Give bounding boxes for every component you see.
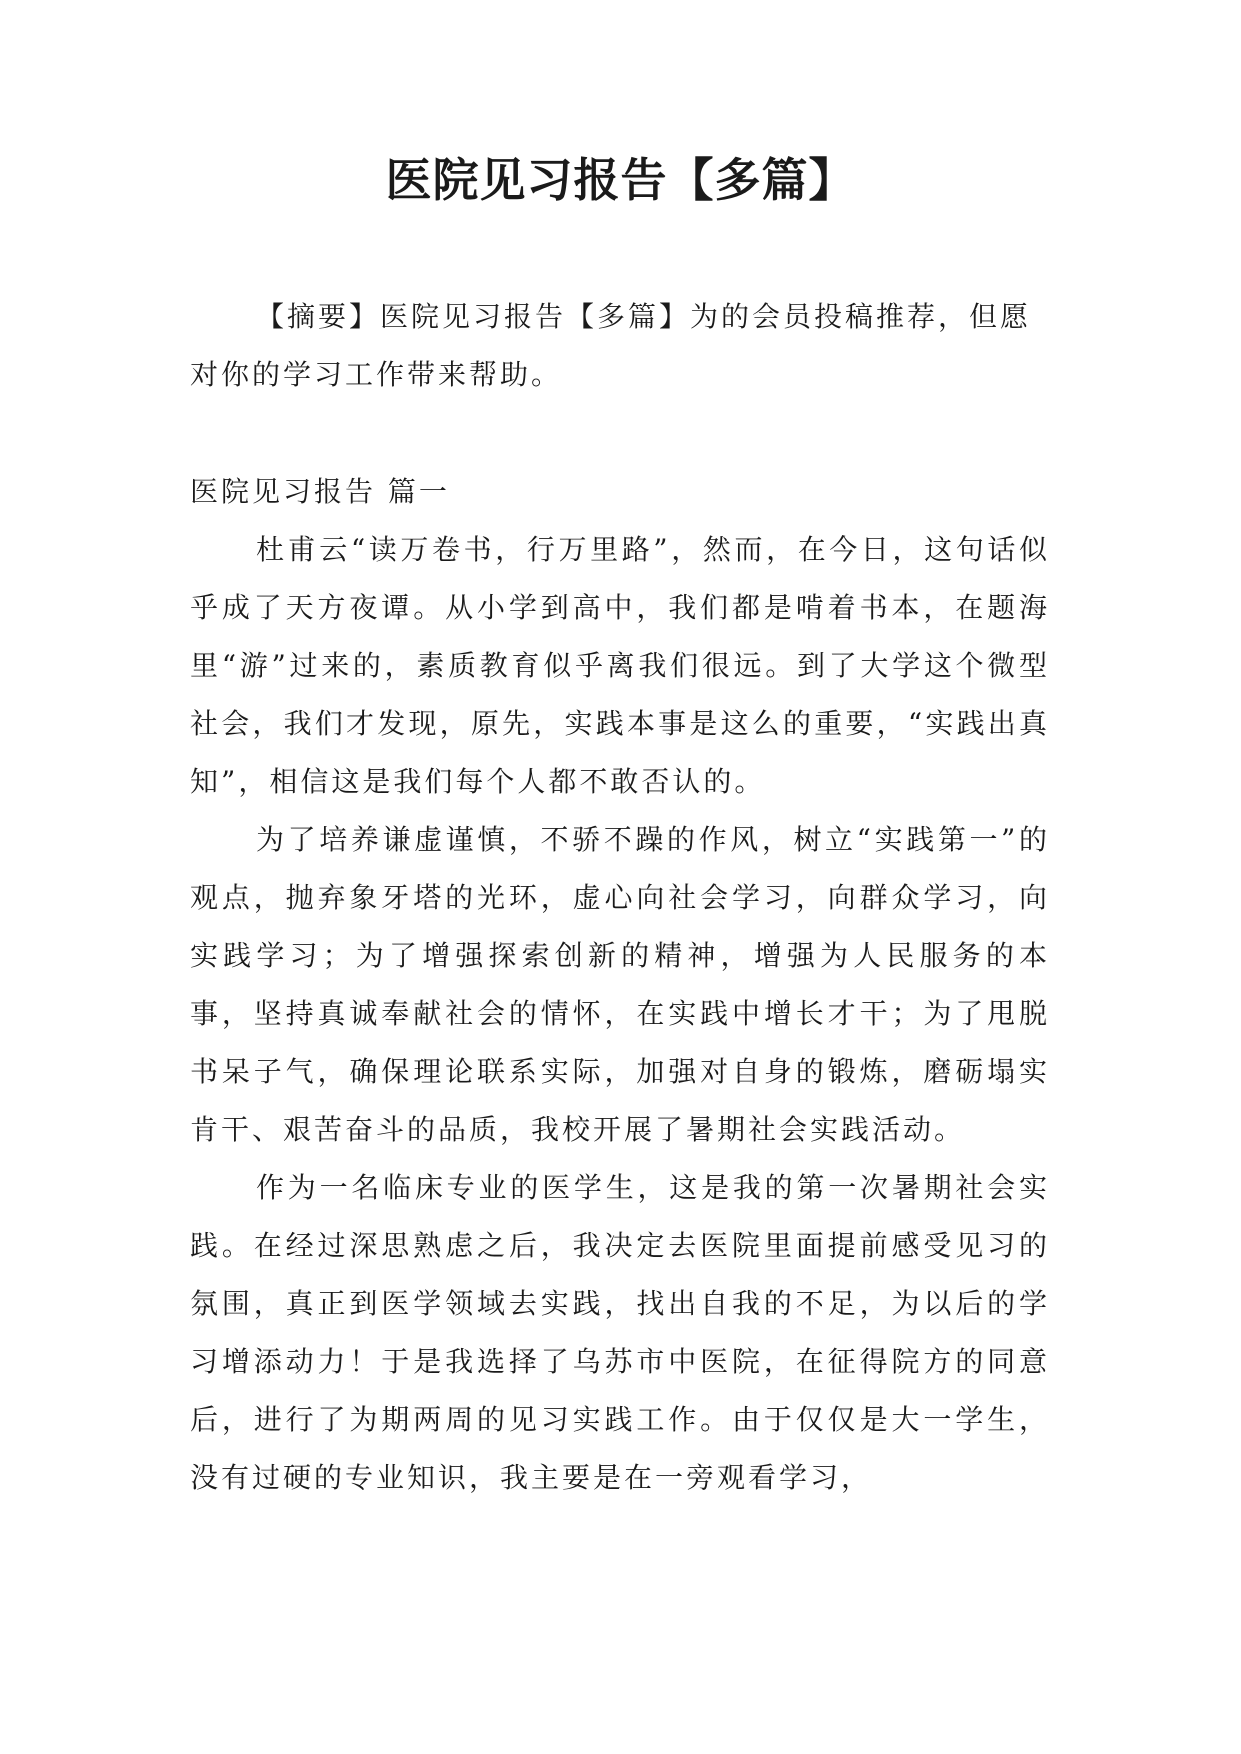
body-paragraphs (190, 521, 1050, 1507)
paragraph: 杜甫云“读万卷书，行万里路”，然而，在今日，这句话似乎成了天方夜谭。从小学到高中，我们都是啃着书本，在题海里“游”过来的，素质教育似乎离我们很远。到了大学这个微型社会，我们才发现，原先，实践本事是这么的重要，“实践出真知”，相信这是我们每个人都不敢否认的。 (190, 533, 1050, 798)
section-heading: 医院见习报告 篇一 (190, 475, 450, 508)
abstract-paragraph: 【摘要】医院见习报告【多篇】为的会员投稿推荐，但愿对你的学习工作带来帮助。 (190, 300, 1032, 391)
paragraph: 作为一名临床专业的医学生，这是我的第一次暑期社会实践。在经过深思熟虑之后，我决定去医院里面提前感受见习的氛围，真正到医学领域去实践，找出自我的不足，为以后的学习增添动力！于是我选择了乌苏市中医院，在征得院方的同意后，进行了为期两周的见习实践工作。由于仅仅是大一学生，没有过硬的专业知识，我主要是在一旁观看学习， (190, 1171, 1050, 1494)
document-title: 医院见习报告【多篇】 (385, 153, 856, 207)
paragraph: 为了培养谦虚谨慎，不骄不躁的作风，树立“实践第一”的观点，抛弃象牙塔的光环，虚心向社会学习，向群众学习，向实践学习；为了增强探索创新的精神，增强为人民服务的本事，坚持真诚奉献社会的情怀，在实践中增长才干；为了甩脱书呆子气，确保理论联系实际，加强对自身的锻炼，磨砺塌实肯干、艰苦奋斗的品质，我校开展了暑期社会实践活动。 (190, 823, 1050, 1146)
